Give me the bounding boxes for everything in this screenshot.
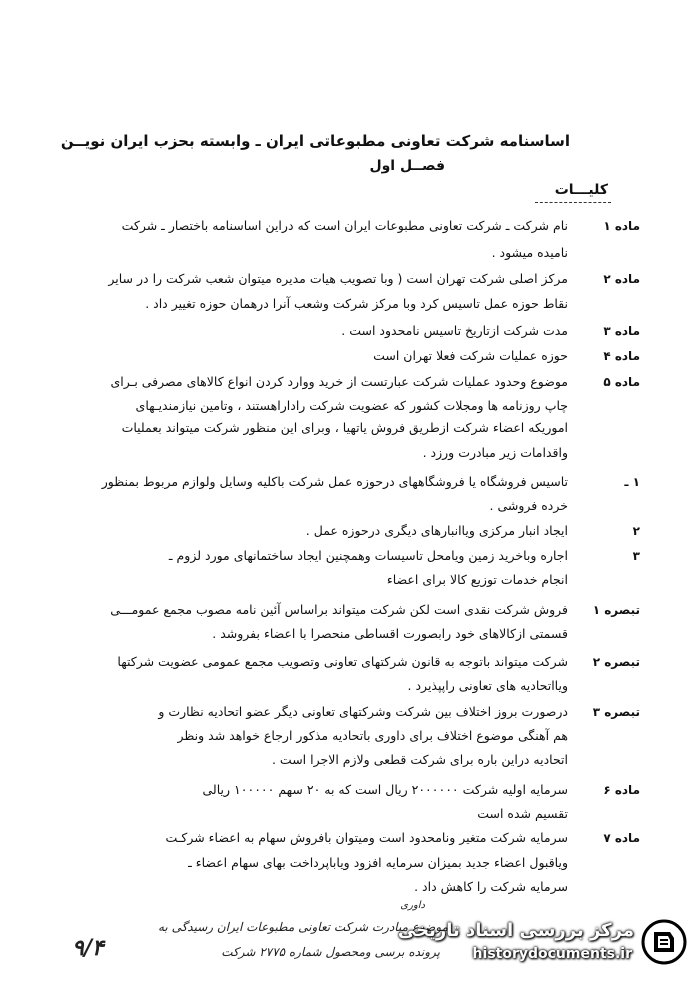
item-2-line-1: ایجاد انبار مرکزی ویاانبارهای دیگری درحوزه عمل .	[305, 523, 568, 538]
article-1-label: ماده ۱	[603, 219, 640, 233]
item-1-line-2: خرده فروشی .	[489, 498, 568, 513]
article-3-label: ماده ۳	[603, 324, 640, 338]
item-3-label: ۳	[632, 549, 640, 563]
note-3-line-1: درصورت بروز اختلاف بین شرکت وشرکتهای تعاونی دیگر عضو اتحادیه نظارت و	[158, 704, 568, 719]
article-1-line-2: نامیده میشود .	[491, 245, 568, 260]
note-3-line-3: اتحادیه دراین باره برای شرکت قطعی ولازم الاجرا است .	[271, 752, 568, 767]
note-1-label: تبصره ۱	[592, 603, 640, 617]
item-1-label: ۱ ـ	[624, 475, 640, 489]
article-7-line-2: ویاقبول اعضاء جدید بمیزان سرمایه افزود ویاباپرداخت بهای سهام اعضاء ـ	[188, 855, 568, 870]
article-5-line-1: موضوع وحدود عملیات شرکت عبارتست از خرید ووارد کردن انواع کالاهای مصرفی بـرای	[110, 374, 568, 389]
chapter-heading: فصــل اول	[369, 158, 445, 174]
watermark	[396, 912, 692, 974]
handwritten-note-line-1: موضوع مبادرت شرکت تعاونی مطبوعات ایران رسیدگی به	[157, 920, 448, 934]
handwritten-top-note: داوری	[400, 900, 425, 911]
article-6-line-2: تقسیم شده است	[477, 806, 568, 821]
handwritten-note-line-2: پرونده برسی ومحصول شماره ۲۷۷۵ شرکت	[221, 945, 440, 959]
article-6-line-1: سرمایه اولیه شرکت ۲۰۰۰۰۰۰ ریال است که به ۲۰ سهم ۱۰۰۰۰۰ ریالی	[202, 782, 568, 797]
item-2-label: ۲	[632, 524, 640, 538]
article-5-line-4: واقدامات زیر مبادرت ورزد .	[422, 445, 568, 460]
article-4-label: ماده ۴	[603, 349, 640, 363]
article-5-line-2: چاپ روزنامه ها ومجلات کشور که عضویت شرکت راداراهستند ، وتامین نیازمندیـهای	[135, 398, 568, 413]
item-1-line-1: تاسیس فروشگاه یا فروشگاههای درحوزه عمل شرکت باکلیه وسایل ولوازم مربوط بمنظور	[101, 474, 568, 489]
item-3-line-1: اجاره وباخرید زمین ویامحل تاسیسات وهمچنین ایجاد ساختمانهای مورد لزوم ـ	[168, 548, 568, 563]
document-title: اساسنامه شرکت تعاونی مطبوعاتی ایران ـ وابسته بحزب ایران نویــن	[60, 132, 570, 150]
note-2-label: تبصره ۲	[592, 655, 640, 669]
note-3-line-2: هم آهنگی موضوع اختلاف برای داوری باتحادیه مذکور ارجاع خواهد شد ونظر	[177, 728, 568, 743]
note-1-line-1: فروش شرکت نقدی است لکن شرکت میتواند براساس آئین نامه مصوب مجمع عمومـــی	[110, 602, 568, 617]
note-2-line-1: شرکت میتواند باتوجه به قانون شرکتهای تعاونی وتصویب مجمع عمومی عضویت شرکتها	[117, 654, 568, 669]
article-7-line-3: سرمایه شرکت را کاهش داد .	[414, 879, 568, 894]
watermark-name: مرکز بررسی اسناد تاریخی	[397, 920, 634, 941]
archive-emblem-icon	[640, 918, 688, 966]
article-2-line-2: نقاط حوزه عمل تاسیس کرد وبا مرکز شرکت وشعب آنرا درهمان حوزه تغییر داد .	[145, 296, 568, 311]
article-7-line-1: سرمایه شرکت متغیر ونامحدود است ومیتوان بافروش سهام به اعضاء شرکـت	[165, 830, 568, 845]
watermark-url: historydocuments.ir	[472, 946, 632, 962]
article-1-line-1: نام شرکت ـ شرکت تعاونی مطبوعات ایران است که دراین اساسنامه باختصار ـ شرکت	[121, 218, 568, 233]
article-7-label: ماده ۷	[603, 831, 640, 845]
article-5-line-3: اموریکه اعضاء شرکت ازطریق فروش یاتهیا ، وبرای این منظور شرکت میتواند بعملیات	[121, 420, 568, 435]
note-3-label: تبصره ۳	[592, 705, 640, 719]
article-2-line-1: مرکز اصلی شرکت تهران است ( وبا تصویب هیات مدیره میتوان شعب شرکت را در سایر	[108, 271, 568, 286]
note-2-line-2: ویااتحادیه های تعاونی راپپذیرد .	[407, 678, 568, 693]
article-4-line-1: حوزه عملیات شرکت فعلا تهران است	[373, 348, 568, 363]
article-3-line-1: مدت شرکت ازتاریخ تاسیس نامحدود است .	[341, 323, 568, 338]
section-heading: کلیـــات	[554, 182, 608, 198]
section-underline	[535, 202, 611, 203]
item-3-line-2: انجام خدمات توزیع کالا برای اعضاء	[386, 572, 568, 587]
article-2-label: ماده ۲	[603, 272, 640, 286]
page-number: ۹/۴	[72, 935, 104, 961]
article-5-label: ماده ۵	[603, 375, 640, 389]
note-1-line-2: قسمتی ازکالاهای خود رابصورت اقساطی منحصرا با اعضاء بفروشد .	[212, 626, 568, 641]
article-6-label: ماده ۶	[603, 783, 640, 797]
